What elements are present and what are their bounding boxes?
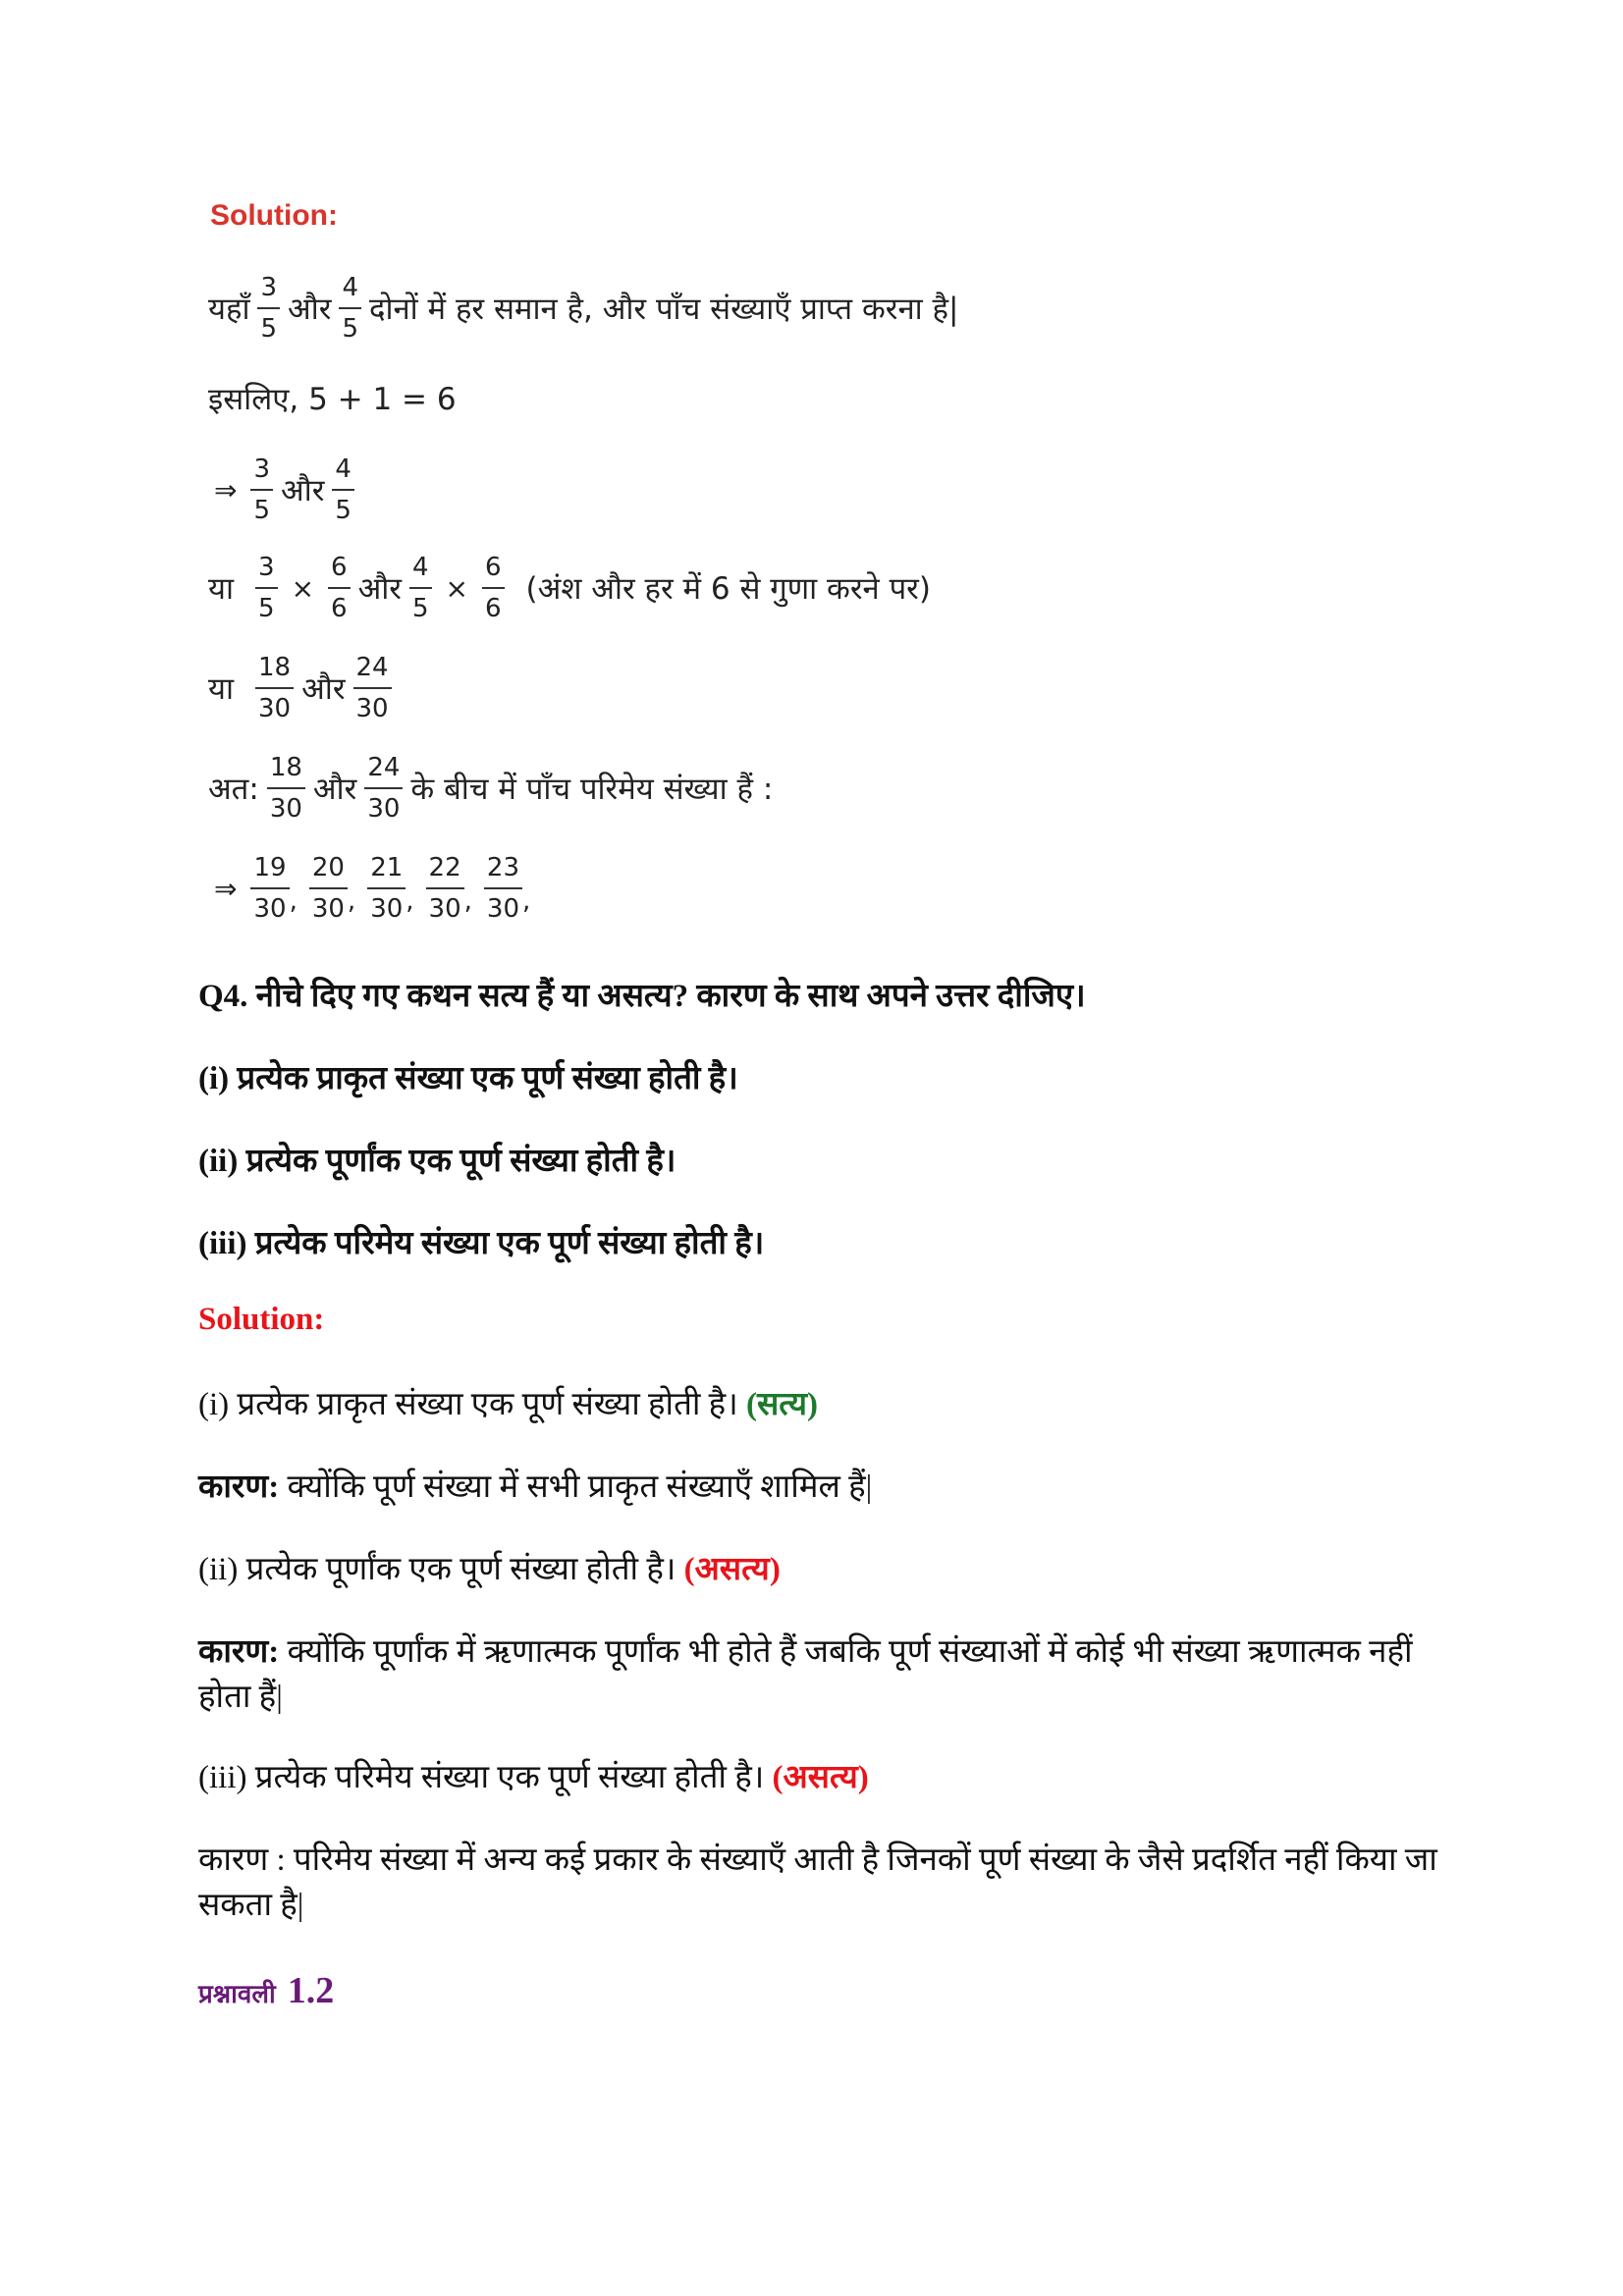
fraction-4-5 xyxy=(409,553,432,623)
line1-prefix: यहाँ xyxy=(208,292,250,327)
fraction-bar xyxy=(426,887,464,889)
denominator: 5 xyxy=(260,314,278,344)
fraction-bar xyxy=(328,587,351,589)
fraction-bar xyxy=(339,307,361,309)
q4-statement-ii: (ii) प्रत्येक पूर्णांक एक पूर्ण संख्या होती है। xyxy=(198,1144,676,1179)
numerator: 6 xyxy=(331,553,348,582)
numerator: 18 xyxy=(269,753,302,782)
comma: , xyxy=(289,886,298,916)
line6-prefix: अत: xyxy=(208,772,259,807)
implies-arrow: ⇒ xyxy=(214,872,238,905)
fraction-bar xyxy=(332,489,354,491)
fraction-bar xyxy=(250,887,289,889)
fraction-bar xyxy=(409,587,432,589)
line1-suffix: दोनों में हर समान है, और पाँच संख्याएँ प्राप्त करना है| xyxy=(368,292,959,327)
fraction-21-30 xyxy=(367,853,406,924)
line1-and: और xyxy=(288,292,332,327)
verdict-false: (असत्य) xyxy=(772,1760,869,1795)
fraction-bar xyxy=(353,687,392,689)
verdict-false: (असत्य) xyxy=(683,1552,781,1587)
fraction-4-5 xyxy=(332,454,354,525)
q4-title: Q4. नीचे दिए गए कथन सत्य हैं या असत्य? कारण के साथ अपने उत्तर दीजिए। xyxy=(198,979,1086,1014)
answer-iii xyxy=(198,1755,1455,1800)
line4-and: और xyxy=(357,571,402,607)
fraction-6-6 xyxy=(482,553,505,623)
solution-label-1: Solution: xyxy=(210,199,338,232)
fraction-bar xyxy=(255,587,278,589)
denominator: 30 xyxy=(367,794,401,824)
denominator: 30 xyxy=(258,694,292,723)
numerator: 22 xyxy=(428,853,461,882)
times-sign: × xyxy=(445,571,468,605)
implies-arrow: ⇒ xyxy=(214,473,238,507)
solution-label-2: Solution: xyxy=(198,1302,325,1337)
answer-iii-text: (iii) प्रत्येक परिमेय संख्या एक पूर्ण संख्या होती है। xyxy=(198,1760,765,1795)
numerator: 24 xyxy=(355,653,389,682)
fraction-bar xyxy=(484,887,522,889)
fraction-bar xyxy=(257,307,280,309)
line6-and: और xyxy=(312,772,357,807)
denominator: 30 xyxy=(253,894,287,924)
denominator: 5 xyxy=(335,496,352,525)
exercise-word: प्रश्नावली xyxy=(198,1980,276,2008)
denominator: 30 xyxy=(355,694,389,723)
denominator: 5 xyxy=(253,496,271,525)
numerator: 20 xyxy=(311,853,345,882)
solution-line-7 xyxy=(208,853,534,924)
exercise-heading xyxy=(198,1969,334,2012)
reason-i xyxy=(198,1465,1455,1510)
answer-ii xyxy=(198,1547,1455,1592)
fraction-19-30 xyxy=(250,853,289,924)
answer-ii-text: (ii) प्रत्येक पूर्णांक एक पूर्ण संख्या होती है। xyxy=(198,1552,676,1587)
fraction-22-30 xyxy=(426,853,464,924)
comma: , xyxy=(463,886,472,916)
reason-label: कारण: xyxy=(198,1634,280,1670)
fraction-bar xyxy=(309,887,348,889)
line4-note: (अंश और हर में 6 से गुणा करने पर) xyxy=(525,571,931,607)
numerator: 23 xyxy=(486,853,519,882)
line5-and: और xyxy=(301,671,346,707)
fraction-24-30 xyxy=(353,653,392,723)
fraction-3-5 xyxy=(250,454,273,525)
numerator: 3 xyxy=(258,553,275,582)
solution-line-3 xyxy=(208,454,362,525)
reason-ii xyxy=(198,1629,1455,1720)
answer-i xyxy=(198,1382,1455,1427)
denominator: 30 xyxy=(486,894,519,924)
fraction-bar xyxy=(255,687,294,689)
verdict-true: (सत्य) xyxy=(745,1387,818,1422)
numerator: 3 xyxy=(253,454,271,484)
comma: , xyxy=(406,886,414,916)
reason-iii: कारण : परिमेय संख्या में अन्य कई प्रकार के संख्याएँ आती है जिनकों पूर्ण संख्या के जैसे प्रदर्शित नहीं किया जा सकता है| xyxy=(198,1842,1437,1923)
numerator: 19 xyxy=(253,853,287,882)
solution-line-6 xyxy=(208,753,773,824)
fraction-bar xyxy=(250,489,273,491)
denominator: 30 xyxy=(311,894,345,924)
solution-line-4 xyxy=(208,553,931,623)
fraction-4-5 xyxy=(339,273,361,344)
exercise-number: 1.2 xyxy=(287,1970,335,2011)
fraction-23-30 xyxy=(484,853,522,924)
numerator: 4 xyxy=(342,273,358,302)
numerator: 4 xyxy=(411,553,429,582)
q4-statement-i: (i) प्रत्येक प्राकृत संख्या एक पूर्ण संख्या होती है। xyxy=(198,1061,738,1096)
denominator: 6 xyxy=(485,594,502,623)
line4-ya: या xyxy=(208,571,235,607)
numerator: 4 xyxy=(335,454,352,484)
comma: , xyxy=(522,886,531,916)
fraction-18-30 xyxy=(255,653,294,723)
numerator: 3 xyxy=(260,273,278,302)
fraction-bar xyxy=(267,787,305,789)
solution-line-5 xyxy=(208,653,400,723)
denominator: 30 xyxy=(428,894,461,924)
numerator: 21 xyxy=(370,853,404,882)
reason-i-text: क्योंकि पूर्ण संख्या में सभी प्राकृत संख्याएँ शामिल हैं| xyxy=(287,1469,873,1505)
numerator: 24 xyxy=(367,753,401,782)
fraction-6-6 xyxy=(328,553,351,623)
line5-ya: या xyxy=(208,671,235,707)
solution-line-1 xyxy=(208,273,958,344)
denominator: 5 xyxy=(342,314,358,344)
numerator: 6 xyxy=(485,553,502,582)
fraction-bar xyxy=(367,887,406,889)
denominator: 5 xyxy=(411,594,429,623)
answer-i-text: (i) प्रत्येक प्राकृत संख्या एक पूर्ण संख्या होती है। xyxy=(198,1387,738,1422)
q4-statement-iii: (iii) प्रत्येक परिमेय संख्या एक पूर्ण संख्या होती है। xyxy=(198,1226,765,1261)
fraction-24-30 xyxy=(364,753,403,824)
solution-line-2: इसलिए, 5 + 1 = 6 xyxy=(208,382,457,417)
denominator: 30 xyxy=(370,894,404,924)
line3-and: और xyxy=(281,473,325,508)
fraction-20-30 xyxy=(309,853,348,924)
fraction-18-30 xyxy=(267,753,305,824)
fraction-3-5 xyxy=(257,273,280,344)
comma: , xyxy=(347,886,356,916)
denominator: 5 xyxy=(258,594,275,623)
denominator: 30 xyxy=(269,794,302,824)
fraction-3-5 xyxy=(255,553,278,623)
fraction-bar xyxy=(364,787,403,789)
reason-label: कारण: xyxy=(198,1469,280,1505)
line6-suffix: के बीच में पाँच परिमेय संख्या हैं : xyxy=(410,772,774,807)
fraction-bar xyxy=(482,587,505,589)
denominator: 6 xyxy=(331,594,348,623)
reason-ii-text: क्योंकि पूर्णांक में ऋणात्मक पूर्णांक भी होते हैं जबकि पूर्ण संख्याओं में कोई भी संख्या ऋणात्मक नहीं होता हैं| xyxy=(198,1634,1413,1715)
times-sign: × xyxy=(291,571,315,605)
numerator: 18 xyxy=(258,653,292,682)
